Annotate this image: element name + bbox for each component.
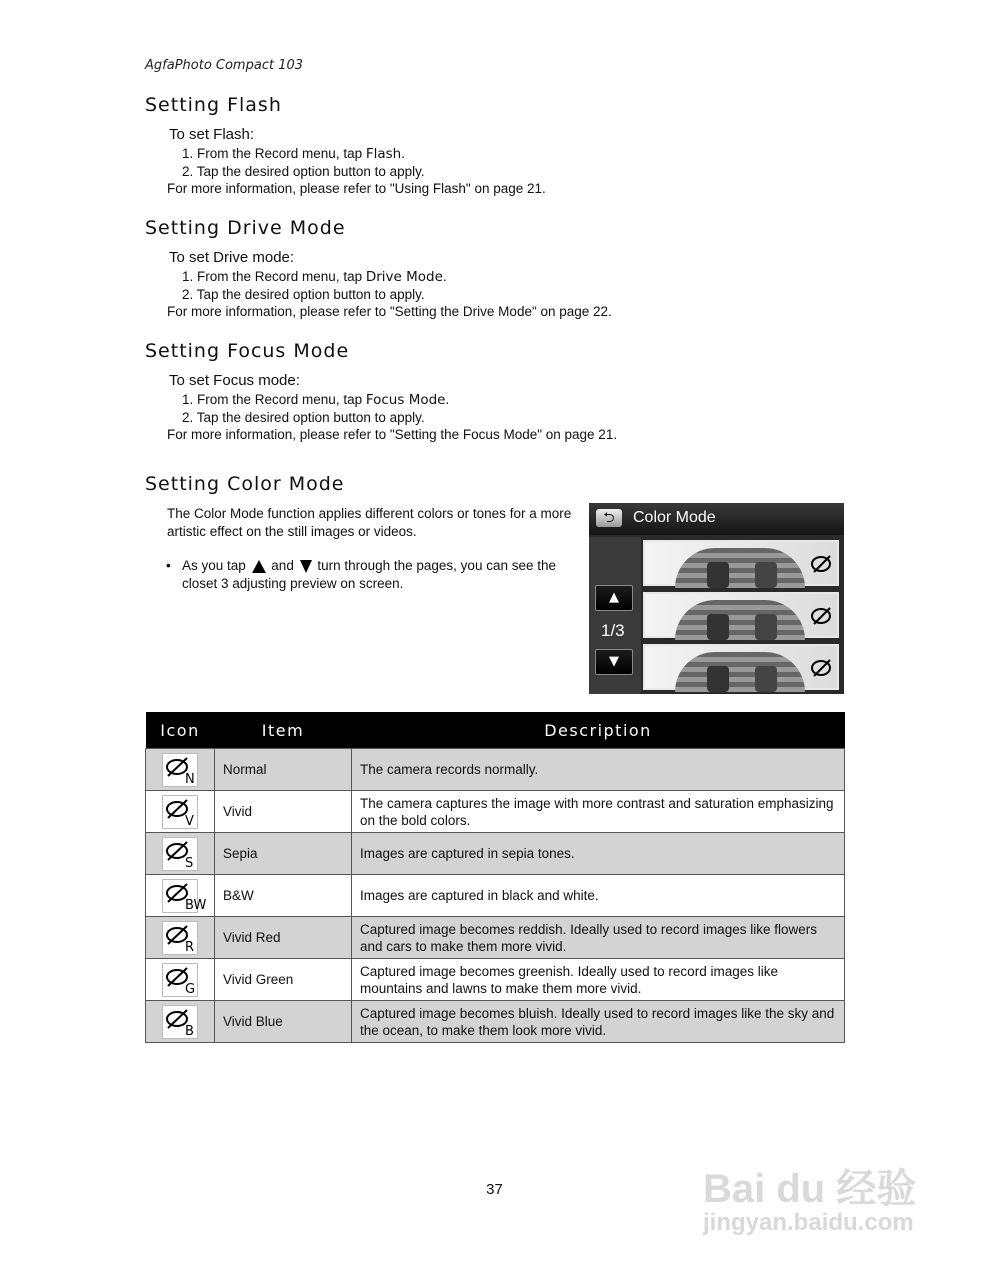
table-row <box>146 833 845 875</box>
subheading-flash: To set Flash: <box>169 126 255 143</box>
description-cell: Captured image becomes bluish. Ideally used to record images like the sky and the ocean, to make them look more vivid. <box>352 1001 845 1043</box>
table-row <box>146 791 845 833</box>
icon-cell <box>146 791 215 833</box>
header-description: Description <box>352 712 845 749</box>
drive-step-1: 1. From the Record menu, tap Drive Mode. <box>182 269 447 285</box>
screen-title-bar <box>589 503 844 535</box>
description-cell: Images are captured in black and white. <box>352 875 845 917</box>
page-down-button[interactable]: ▼ <box>595 649 633 675</box>
screen-title: Color Mode <box>633 509 716 526</box>
palette-icon <box>810 604 834 628</box>
subheading-focus: To set Focus mode: <box>169 372 300 389</box>
palette-icon <box>810 552 834 576</box>
table-row <box>146 875 845 917</box>
document-header-title: AgfaPhoto Compact 103 <box>145 58 304 73</box>
svg-text:V: V <box>185 813 194 829</box>
heading-setting-focus-mode: Setting Focus Mode <box>145 340 350 362</box>
svg-text:S: S <box>185 855 194 871</box>
focus-more-info: For more information, please refer to "Setting the Focus Mode" on page 21. <box>167 427 618 442</box>
header-icon: Icon <box>146 712 215 749</box>
focus-step-2: 2. Tap the desired option button to apply. <box>182 410 425 425</box>
palette-icon <box>810 656 834 680</box>
description-cell: Captured image becomes greenish. Ideally used to record images like mountains and lawns to make them more vivid. <box>352 959 845 1001</box>
item-cell: Vivid Green <box>215 959 352 1001</box>
item-cell: Sepia <box>215 833 352 875</box>
table-row <box>146 959 845 1001</box>
description-cell: Captured image becomes reddish. Ideally used to record images like flowers and cars to make them more vivid. <box>352 917 845 959</box>
svg-text:BW: BW <box>185 897 207 913</box>
preview-sepia[interactable] <box>643 644 839 690</box>
description-cell: Images are captured in sepia tones. <box>352 833 845 875</box>
heading-setting-color-mode: Setting Color Mode <box>145 473 345 495</box>
icon-cell <box>146 1001 215 1043</box>
description-cell: The camera captures the image with more contrast and saturation emphasizing on the bold colors. <box>352 791 845 833</box>
color-mode-icon <box>162 879 207 913</box>
table-row <box>146 1001 845 1043</box>
svg-text:G: G <box>185 981 196 997</box>
page-indicator: 1/3 <box>601 621 625 640</box>
svg-text:R: R <box>185 939 195 955</box>
svg-text:B: B <box>185 1023 194 1039</box>
color-mode-icon <box>162 795 198 829</box>
color-mode-intro: The Color Mode function applies different colors or tones for a more artistic effect on the still images or videos. <box>167 506 572 539</box>
item-cell: Vivid Red <box>215 917 352 959</box>
item-cell: Vivid <box>215 791 352 833</box>
color-mode-icon <box>162 837 198 871</box>
icon-cell <box>146 959 215 1001</box>
color-mode-icon <box>162 921 198 955</box>
drive-more-info: For more information, please refer to "Setting the Drive Mode" on page 22. <box>167 304 612 319</box>
focus-step-1: 1. From the Record menu, tap Focus Mode. <box>182 392 450 408</box>
header-item: Item <box>215 712 352 749</box>
color-mode-table <box>145 712 845 1043</box>
color-mode-icon <box>162 963 198 997</box>
icon-cell <box>146 917 215 959</box>
down-triangle-icon <box>300 560 312 573</box>
table-row <box>146 749 845 791</box>
item-cell: Normal <box>215 749 352 791</box>
back-icon[interactable]: ⮌ <box>596 509 622 527</box>
color-mode-bullet: • As you tap and turn through the pages, you can see the closet 3 adjusting preview on screen. <box>166 558 556 591</box>
baidu-watermark: Bai du 经验 jingyan.baidu.com <box>703 1167 917 1236</box>
item-cell: B&W <box>215 875 352 917</box>
page-number: 37 <box>486 1181 503 1198</box>
icon-cell <box>146 833 215 875</box>
color-mode-icon <box>162 1005 198 1039</box>
table-row <box>146 917 845 959</box>
flash-step-1: 1. From the Record menu, tap Flash. <box>182 146 405 162</box>
color-mode-screen <box>589 503 844 694</box>
description-cell: The camera records normally. <box>352 749 845 791</box>
subheading-drive: To set Drive mode: <box>169 249 295 266</box>
preview-vivid[interactable] <box>643 592 839 638</box>
flash-step-2: 2. Tap the desired option button to apply. <box>182 164 425 179</box>
drive-step-2: 2. Tap the desired option button to apply. <box>182 287 425 302</box>
up-triangle-icon <box>252 560 266 573</box>
icon-cell <box>146 875 215 917</box>
heading-setting-flash: Setting Flash <box>145 94 282 116</box>
heading-setting-drive-mode: Setting Drive Mode <box>145 217 346 239</box>
page-up-button[interactable]: ▲ <box>595 585 633 611</box>
screen-sidebar <box>589 537 641 694</box>
icon-cell <box>146 749 215 791</box>
color-mode-icon <box>162 753 198 787</box>
preview-normal[interactable] <box>643 540 839 586</box>
item-cell: Vivid Blue <box>215 1001 352 1043</box>
svg-text:N: N <box>185 771 195 787</box>
flash-more-info: For more information, please refer to "Using Flash" on page 21. <box>167 181 546 196</box>
table-header-row <box>146 712 845 749</box>
